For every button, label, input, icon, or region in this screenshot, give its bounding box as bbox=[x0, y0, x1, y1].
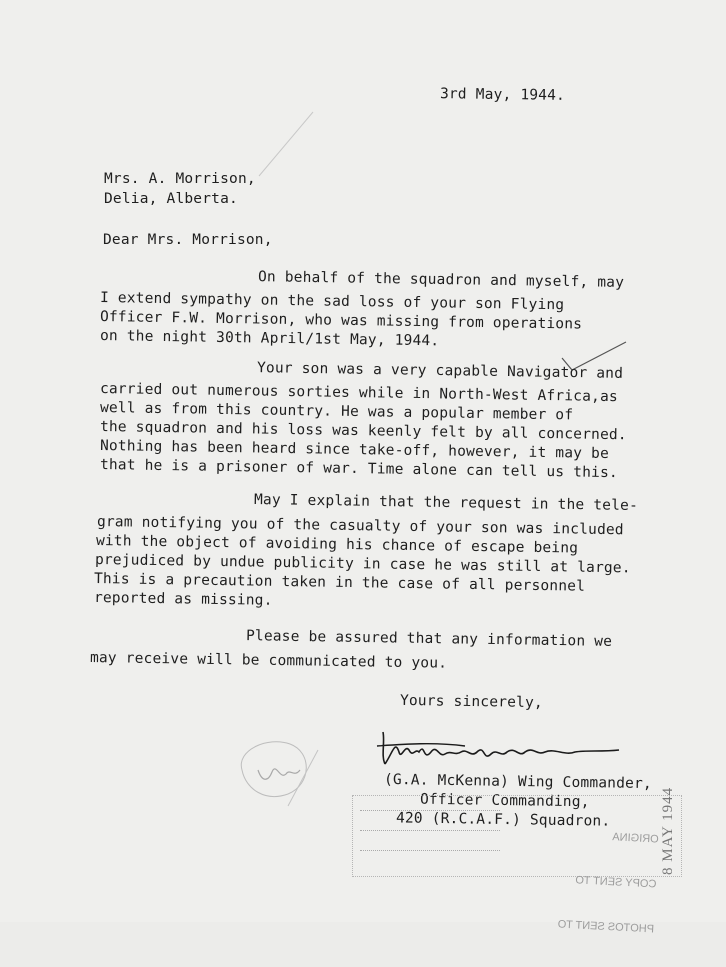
paragraph2-line: carried out numerous sorties while in North-West Africa,as bbox=[99, 381, 619, 406]
paragraph4-line: Please be assured that any information we bbox=[245, 628, 613, 650]
mirrored-stamp-line: ORIGINA bbox=[612, 831, 660, 846]
paragraph3-line: with the object of avoiding his chance of escape being bbox=[95, 533, 579, 557]
pen-stroke-mark bbox=[255, 110, 315, 180]
paragraph3-line: gram notifying you of the casualty of your son was included bbox=[96, 514, 624, 539]
paragraph2-line: that he is a prisoner of war. Time alone can tell us this. bbox=[99, 457, 619, 482]
salutation: Dear Mrs. Morrison, bbox=[103, 232, 273, 248]
mirrored-stamp-line: COPY SENT TO bbox=[575, 874, 657, 891]
paragraph4-line: may receive will be communicated to you. bbox=[89, 650, 448, 672]
address-line-1: Mrs. A. Morrison, bbox=[104, 171, 256, 187]
signature-title-line: Officer Commanding, bbox=[419, 791, 590, 811]
paragraph2-line: well as from this country. He was a popular member of bbox=[99, 400, 574, 424]
paragraph3-line: prejudiced by undue publicity in case he was still at large. bbox=[94, 552, 631, 577]
stamp-dotted-line bbox=[360, 830, 500, 831]
paragraph3-line: This is a precaution taken in the case of all personnel bbox=[93, 571, 586, 595]
stamp-dotted-line bbox=[360, 850, 500, 851]
paragraph2-line: Nothing has been heard since take-off, however, it may be bbox=[99, 438, 610, 462]
paragraph1-line: I extend sympathy on the sad loss of your son Flying bbox=[99, 290, 565, 314]
closing: Yours sincerely, bbox=[399, 692, 544, 712]
signature-squadron-line: 420 (R.C.A.F.) Squadron. bbox=[395, 810, 611, 830]
mirrored-stamp-text bbox=[556, 798, 661, 967]
paragraph3-line: May I explain that the request in the tele- bbox=[253, 491, 639, 515]
handwritten-signature bbox=[375, 722, 625, 772]
paragraph2-line: Your son was a very capable Navigator and bbox=[256, 360, 624, 382]
received-date-stamp: 8 MAY 1944 bbox=[660, 786, 676, 875]
stamp-dotted-line bbox=[360, 810, 500, 811]
paragraph1-line: On behalf of the squadron and myself, may bbox=[257, 269, 625, 291]
pencil-initials-scribble bbox=[228, 730, 338, 810]
paragraph1-line: on the night 30th April/1st May, 1944. bbox=[99, 328, 440, 350]
paragraph2-line: the squadron and his loss was keenly felt by all concerned. bbox=[99, 419, 627, 444]
paragraph1-line: Officer F.W. Morrison, who was missing from operations bbox=[99, 309, 583, 333]
address-line-2: Delia, Alberta. bbox=[104, 191, 238, 207]
paragraph3-line: reported as missing. bbox=[93, 590, 273, 609]
letter-date: 3rd May, 1944. bbox=[439, 86, 566, 104]
mirrored-stamp-line: PHOTOS SENT TO bbox=[557, 918, 655, 936]
signature-name-line: (G.A. McKenna) Wing Commander, bbox=[383, 771, 653, 793]
